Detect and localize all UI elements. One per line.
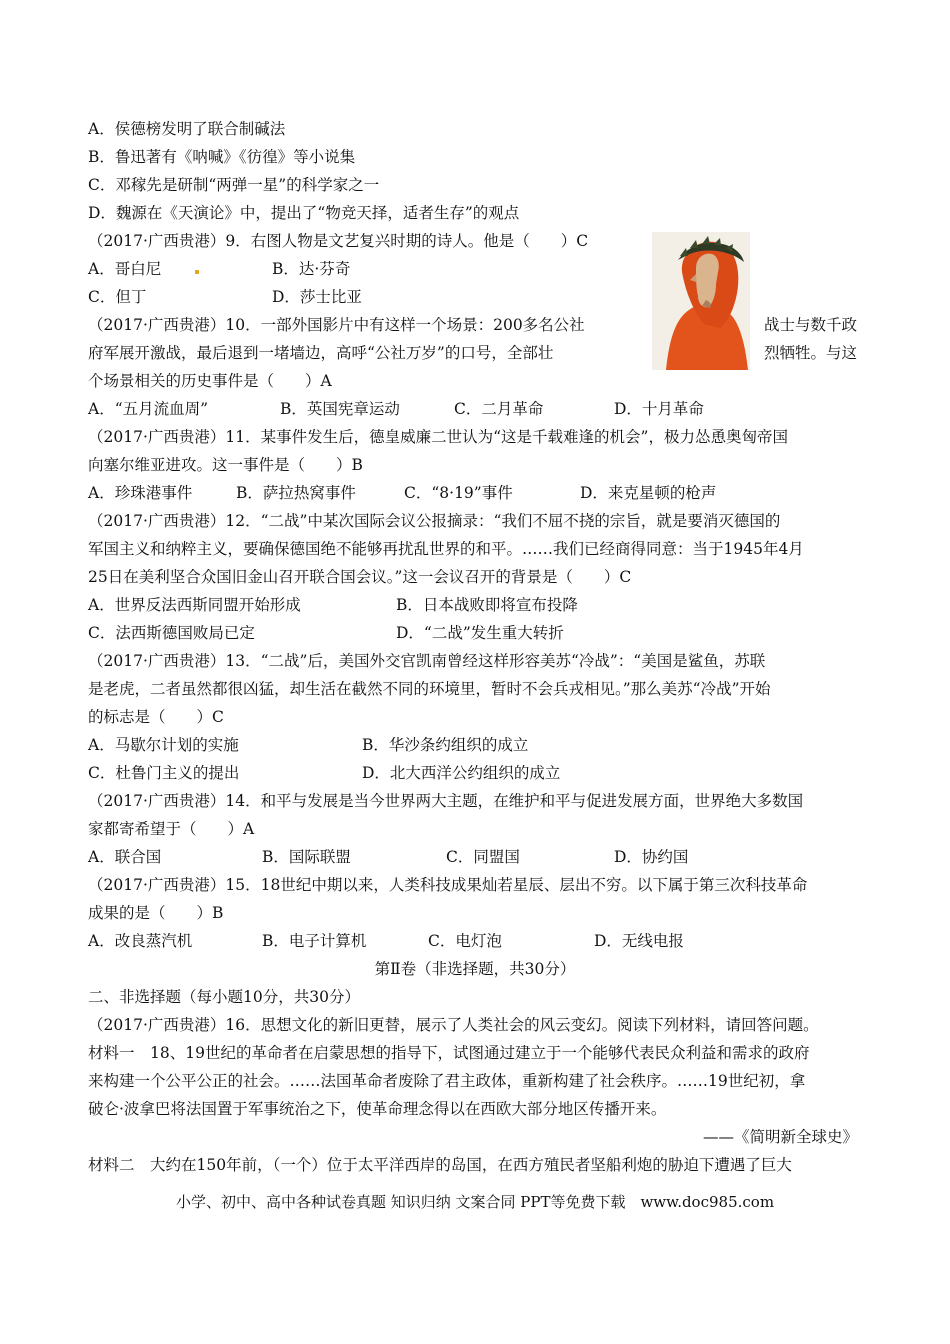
q11-line2: 向塞尔维亚进攻。这一事件是（ ）B: [88, 456, 363, 474]
q8-option-a: A．侯德榜发明了联合制碱法: [88, 120, 286, 138]
section2-heading: 二、非选择题（每小题10分，共30分）: [88, 988, 360, 1006]
q15-option-d: D．无线电报: [594, 932, 684, 950]
q10-line2-left: 府军展开激战，最后退到一堵墙边，高呼“公社万岁”的口号，全部壮: [88, 344, 554, 362]
q12-line2: 军国主义和纳粹主义，要确保德国绝不能够再扰乱世界的和平。……我们已经商得同意：当于1945年4月: [88, 540, 804, 558]
q12-option-a: A．世界反法西斯同盟开始形成: [88, 596, 301, 614]
q14-option-a: A．联合国: [88, 848, 162, 866]
q11-line1: （2017·广西贵港）11．某事件发生后，德皇威廉二世认为“这是千载难逢的机会”，极力怂恿奥匈帝国: [88, 428, 788, 446]
q11-option-d: D．来克星顿的枪声: [580, 484, 717, 502]
q16-material1-line2: 来构建一个公平公正的社会。……法国革命者废除了君主政体，重新构建了社会秩序。……19世纪初，拿: [88, 1072, 806, 1090]
q10-option-b: B．英国宪章运动: [280, 400, 400, 418]
q9-option-c: C．但丁: [88, 288, 147, 306]
q13-option-a: A．马歇尔计划的实施: [88, 736, 239, 754]
q16-material1-source: ——《简明新全球史》: [702, 1128, 858, 1146]
q14-line2: 家都寄希望于（ ）A: [88, 820, 255, 838]
q9-option-b: B．达·芬奇: [272, 260, 351, 278]
q10-line1: [88, 315, 858, 335]
q13-line3: 的标志是（ ）C: [88, 708, 224, 726]
q12-option-c: C．法西斯德国败局已定: [88, 624, 255, 642]
q13-option-b: B．华沙条约组织的成立: [362, 736, 529, 754]
q11-option-b: B．萨拉热窝事件: [236, 484, 356, 502]
q12-line3: 25日在美利坚合众国旧金山召开联合国会议。”这一会议召开的背景是（ ）C: [88, 568, 632, 586]
q12-option-b: B．日本战败即将宣布投降: [396, 596, 578, 614]
q13-line2: 是老虎，二者虽然都很凶猛，却生活在截然不同的环境里，暂时不会兵戎相见。”那么美苏“冷战”开始: [88, 680, 771, 698]
q9-stem: （2017·广西贵港）9．右图人物是文艺复兴时期的诗人。他是（ ）C: [88, 232, 589, 250]
q10-line2: [88, 343, 858, 363]
q9-option-d: D．莎士比亚: [272, 288, 362, 306]
q15-line1: （2017·广西贵港）15．18世纪中期以来，人类科技成果灿若星辰、层出不穷。以下属于第三次科技革命: [88, 876, 808, 894]
q14-option-d: D．协约国: [614, 848, 689, 866]
q10-option-a: A．“五月流血周”: [88, 400, 209, 418]
q16-stem: （2017·广西贵港）16．思想文化的新旧更替，展示了人类社会的风云变幻。阅读下列材料，请回答问题。: [88, 1016, 819, 1034]
q10-option-d: D．十月革命: [614, 400, 704, 418]
section2-title: 第Ⅱ卷（非选择题，共30分）: [374, 960, 576, 978]
q10-option-c: C．二月革命: [454, 400, 544, 418]
q14-option-b: B．国际联盟: [262, 848, 351, 866]
q15-option-a: A．改良蒸汽机: [88, 932, 193, 950]
stray-mark: [195, 270, 199, 274]
q9-option-a: A．哥白尼: [88, 260, 162, 278]
q13-option-d: D．北大西洋公约组织的成立: [362, 764, 561, 782]
q12-option-d: D．“二战”发生重大转折: [396, 624, 564, 642]
q11-option-a: A．珍珠港事件: [88, 484, 193, 502]
page-footer: 小学、初中、高中各种试卷真题 知识归纳 文案合同 PPT等免费下载 www.doc985.com: [175, 1193, 775, 1211]
q13-option-c: C．杜鲁门主义的提出: [88, 764, 240, 782]
q14-option-c: C．同盟国: [446, 848, 520, 866]
q8-option-c: C．邓稼先是研制“两弹一星”的科学家之一: [88, 176, 380, 194]
q15-option-b: B．电子计算机: [262, 932, 367, 950]
q13-line1: （2017·广西贵港）13．“二战”后，美国外交官凯南曾经这样形容美苏“冷战”：“美国是鲨鱼，苏联: [88, 652, 766, 670]
q10-line1-left: （2017·广西贵港）10．一部外国影片中有这样一个场景：200多名公社: [88, 316, 585, 334]
q10-line2-right: 烈牺牲。与这: [764, 344, 858, 362]
q8-option-d: D．魏源在《天演论》中，提出了“物竞天择，适者生存”的观点: [88, 204, 520, 222]
q14-line1: （2017·广西贵港）14．和平与发展是当今世界两大主题，在维护和平与促进发展方面，世界绝大多数国: [88, 792, 804, 810]
q16-material1-line3: 破仑·波拿巴将法国置于军事统治之下，使革命理念得以在西欧大部分地区传播开来。: [88, 1100, 667, 1118]
q11-option-c: C．“8·19”事件: [404, 484, 513, 502]
q10-line1-right: 战士与数千政: [764, 316, 858, 334]
q8-option-b: B．鲁迅著有《呐喊》《彷徨》等小说集: [88, 148, 356, 166]
q10-line3: 个场景相关的历史事件是（ ）A: [88, 372, 332, 390]
dante-portrait: [652, 232, 750, 370]
q16-material1-line1: 材料一 18、19世纪的革命者在启蒙思想的指导下，试图通过建立于一个能够代表民众利益和需求的政府: [88, 1044, 810, 1062]
q15-option-c: C．电灯泡: [428, 932, 502, 950]
q12-line1: （2017·广西贵港）12．“二战”中某次国际会议公报摘录：“我们不屈不挠的宗旨，就是要消灭德国的: [88, 512, 781, 530]
dante-portrait-icon: [652, 232, 750, 370]
q16-material2-line1: 材料二 大约在150年前，（一个）位于太平洋西岸的岛国，在西方殖民者坚船利炮的胁迫下遭遇了巨大: [88, 1156, 792, 1174]
q15-line2: 成果的是（ ）B: [88, 904, 224, 922]
